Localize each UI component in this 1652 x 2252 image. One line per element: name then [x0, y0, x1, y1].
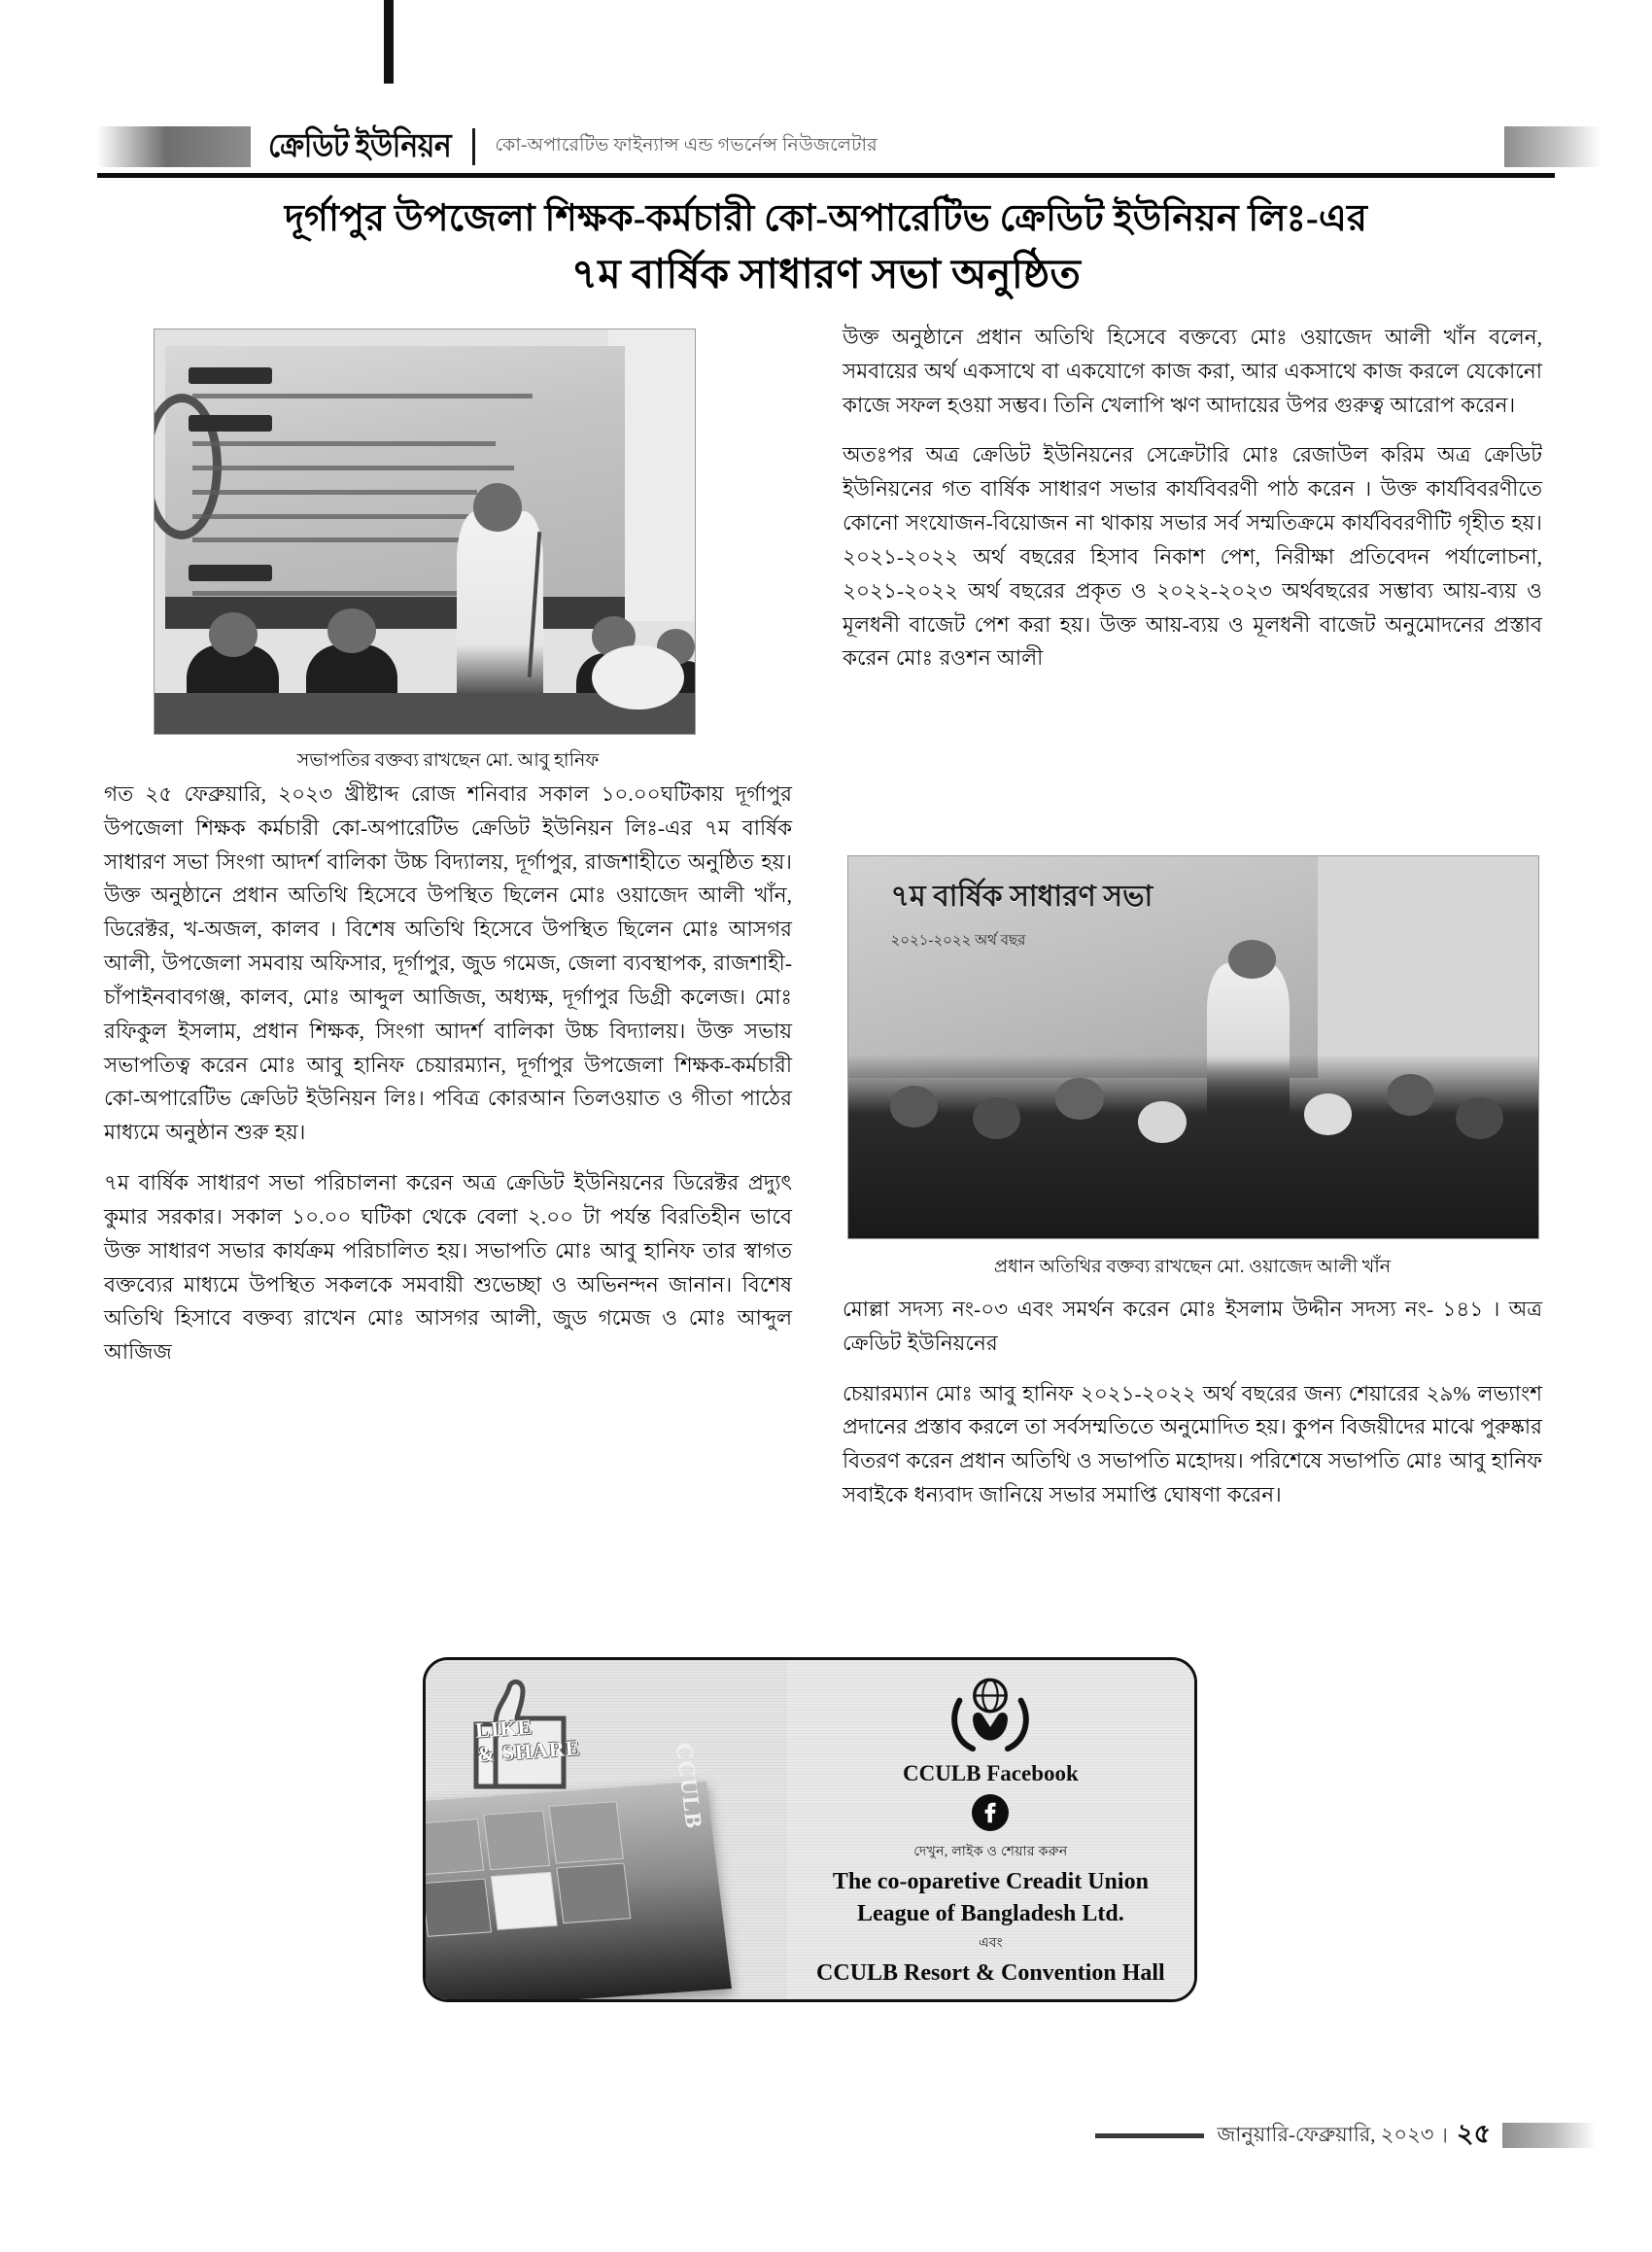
photo2-audience: [848, 1055, 1538, 1238]
left-column: [104, 778, 792, 1369]
right-column-top: [843, 321, 1542, 676]
headline-line-2: ৭ম বার্ষিক সাধারণ সভা অনুষ্ঠিত: [570, 253, 1082, 298]
photo2-audience-head-cap: [1304, 1093, 1353, 1135]
advertisement-box[interactable]: [423, 1657, 1197, 2002]
photo1-banner-line: [192, 466, 514, 470]
footer-separator: |: [1443, 2127, 1447, 2143]
screenshot-tile: [549, 1801, 624, 1863]
left-paragraph-2: ৭ম বার্ষিক সাধারণ সভা পরিচালনা করেন অত্র ক্রেডিট ইউনিয়নের ডিরেক্টর প্রদ্যুৎ কুমার সরকার। সকাল ১০.০০ ঘটিকা থেকে বেলা ২.০০ টা পর্যন্ত বিরতিহীন ভাবে উক্ত সাধারণ সভার কার্যক্রম পরিচালিত হয়। সভাপতি মোঃ আবু হানিফ তার স্বাগত বক্তব্যের মাধ্যমে উপস্থিত সকলকে সমবায়ী শুভেচ্ছা ও অভিনন্দন জানান। বিশেষ অতিথি হিসাবে বক্তব্য রাখেন মোঃ আসগর আলী, জুড গমেজ ও মোঃ আব্দুল আজিজ: [104, 1171, 792, 1365]
masthead-gradient-left: [97, 126, 251, 167]
right-paragraph-1: উক্ত অনুষ্ঠানে প্রধান অতিথি হিসেবে বক্তব্যে মোঃ ওয়াজেদ আলী খাঁন বলেন, সমবায়ের অর্থ একসাথে বা একযোগে কাজ করা, আর একসাথে কাজ করলে যেকোনো কাজে সফল হওয়া সম্ভব। তিনি খেলাপি ঋণ আদায়ের উপর গুরুত্ব আরোপ করেন।: [843, 326, 1542, 417]
photo-chairman-speaking: [154, 329, 696, 735]
photo1-flower-arrangement: [592, 645, 684, 710]
ad-facebook-label: CCULB Facebook: [902, 1761, 1079, 1785]
photo-chief-guest-speaking: [847, 855, 1539, 1239]
photo1-banner-line: [192, 441, 496, 446]
photo1-speaker-head: [473, 483, 522, 532]
footer-issue-date: জানুয়ারি-ফেব্রুয়ারি, ২০২৩: [1217, 2122, 1434, 2146]
photo2-audience-head: [890, 1086, 939, 1127]
left-paragraph-1: গত ২৫ ফেব্রুয়ারি, ২০২৩ খ্রীষ্টাব্দ রোজ শনিবার সকাল ১০.০০ঘটিকায় দূর্গাপুর উপজেলা শিক্ষক কর্মচারী কো-অপারেটিভ ক্রেডিট ইউনিয়ন লিঃ-এর ৭ম বার্ষিক সাধারণ সভা সিংগা আদর্শ বালিকা উচ্চ বিদ্যালয়, দূর্গাপুর, রাজশাহীতে অনুষ্ঠিত হয়। উক্ত অনুষ্ঠানে প্রধান অতিথি হিসেবে উপস্থিত ছিলেন মোঃ ওয়াজেদ আলী খাঁন, ডিরেক্টর, খ-অজল, কালব । বিশেষ অতিথি হিসেবে উপস্থিত ছিলেন মোঃ আসগর আলী, উপজেলা সমবায় অফিসার, দূর্গাপুর, জুড গমেজ, জেলা ব্যবস্থাপক, রাজশাহী-চাঁপাইনবাবগঞ্জ, কালব, মোঃ আব্দুল আজিজ, অধ্যক্ষ, দূর্গাপুর ডিগ্রী কলেজ। মোঃ রফিকুল ইসলাম, প্রধান শিক্ষক, সিংগা আদর্শ বালিকা উচ্চ বিদ্যালয়। উক্ত সভায় সভাপতিত্ব করেন মোঃ আবু হানিফ চেয়ারম্যান, দূর্গাপুর উপজেলা শিক্ষক-কর্মচারী কো-অপারেটিভ ক্রেডিট ইউনিয়ন লিঃ। পবিত্র কোরআন তিলওয়াত ও গীতা পাঠের মাধ্যমে অনুষ্ঠান শুরু হয়।: [104, 782, 792, 1145]
photo2-audience-head: [1055, 1078, 1104, 1120]
screenshot-brand-label: CCULB: [670, 1742, 706, 1830]
share-text: & SHARE: [476, 1735, 582, 1767]
footer-page-number: ২৫: [1456, 2118, 1491, 2148]
like-text: LIKE: [474, 1714, 533, 1743]
photo2-caption: প্রধান অতিথির বক্তব্য রাখছেন মো. ওয়াজেদ আলী খাঁন: [993, 1257, 1392, 1277]
ad-english-line-2: League of Bangladesh Ltd.: [857, 1901, 1124, 1927]
photo1-banner-tag-2: [189, 415, 272, 432]
screenshot-tile: [491, 1872, 558, 1930]
photo2-audience-head-cap: [1138, 1101, 1187, 1143]
right-paragraph-3: মোল্লা সদস্য নং-০৩ এবং সমর্থন করেন মোঃ ইসলাম উদ্দীন সদস্য নং- ১৪১ । অত্র ক্রেডিট ইউনিয়নের: [843, 1298, 1542, 1355]
photo1-banner-line: [192, 394, 533, 398]
photo1-seated-head: [209, 612, 258, 657]
masthead: [0, 117, 1652, 177]
photo2-speaker-head: [1228, 940, 1277, 978]
masthead-subtitle: কো-অপারেটিভ ফাইন্যান্স এন্ড গভর্নেন্স নিউজলেটার: [495, 135, 878, 156]
footer-gradient-bar: [1502, 2123, 1596, 2148]
right-paragraph-4: চেয়ারম্যান মোঃ আবু হানিফ ২০২১-২০২২ অর্থ বছরের জন্য শেয়ারের ২৯% লভ্যাংশ প্রদানের প্রস্তাব করলে তা সর্বসম্মতিতে অনুমোদিত হয়। কুপন বিজয়ীদের মাঝে পুরুষ্কার বিতরণ করেন প্রধান অতিথি ও সভাপতি মহোদয়। পরিশেষে সভাপতি মোঃ আবু হানিফ সবাইকে ধন্যবাদ জানিয়ে সভার সমাপ্তি ঘোষণা করেন।: [843, 1381, 1542, 1507]
facebook-icon[interactable]: [971, 1793, 1010, 1832]
article-headline: [97, 192, 1555, 305]
footer-rule: [1095, 2133, 1204, 2138]
ad-english-line-1: The co-oparetive Creadit Union: [832, 1869, 1149, 1894]
screenshot-tile: [426, 1879, 492, 1937]
photo2-audience-head: [1456, 1097, 1504, 1139]
photo1-banner-tag-3: [189, 565, 272, 581]
right-column-bottom: [843, 1293, 1542, 1512]
ad-image-panel: [426, 1660, 787, 1999]
photo2-banner-title: ৭ম বার্ষিক সাধারণ সভা: [890, 880, 1153, 913]
masthead-rule: [97, 173, 1555, 178]
photo2-audience-head: [973, 1097, 1021, 1139]
photo2-banner-year: ২০২১-২০২২ অর্থ বছর: [890, 933, 1026, 950]
masthead-logo: ক্রেডিট ইউনিয়ন: [268, 127, 452, 164]
like-share-badge: [474, 1711, 581, 1767]
ad-english-line-3: CCULB Resort & Convention Hall: [816, 1959, 1165, 1986]
masthead-divider: [472, 128, 475, 165]
screenshot-tile: [556, 1863, 631, 1923]
masthead-gradient-right: [1504, 126, 1601, 167]
right-paragraph-2: অতঃপর অত্র ক্রেডিট ইউনিয়নের সেক্রেটারি মোঃ রেজাউল করিম অত্র ক্রেডিট ইউনিয়নের গত বার্ষিক সাধারণ সভার কার্যবিবরণী পাঠ করেন । উক্ত কার্যবিবরণীতে কোনো সংযোজন-বিয়োজন না থাকায় সভার সর্ব সম্মতিক্রমে কার্যবিবরণীটি গৃহীত হয়। ২০২১-২০২২ অর্থ বছরের হিসাব নিকাশ পেশ, নিরীক্ষা প্রতিবেদন পর্যালোচনা, ২০২১-২০২২ অর্থ বছরের প্রকৃত ও ২০২২-২০২৩ অর্থবছরের সম্ভাব্য আয়-ব্যয় ও মূলধনী বাজেট পেশ করা হয়। উক্ত আয়-ব্যয় ও মূলধনী বাজেট অনুমোদনের প্রস্তাব করেন মোঃ রওশন আলী: [843, 443, 1542, 671]
photo1-banner-line: [192, 490, 477, 495]
ad-text-panel: [787, 1660, 1194, 1999]
ad-and-word: এবং: [979, 1935, 1003, 1951]
page-spine-bar: [384, 0, 394, 84]
photo2-caption-wrapper: [843, 1245, 1542, 1298]
screenshot-tile: [426, 1819, 484, 1875]
headline-line-1: দূর্গাপুর উপজেলা শিক্ষক-কর্মচারী কো-অপারেটিভ ক্রেডিট ইউনিয়ন লিঃ-এর: [284, 198, 1368, 239]
photo1-banner-tag-1: [189, 367, 272, 384]
page-footer: [0, 2114, 1652, 2157]
cculb-emblem-icon: [945, 1676, 1036, 1755]
ad-bangla-cta: দেখুন, লাইক ও শেয়ার করুন: [913, 1845, 1068, 1859]
photo1-caption: সভাপতির বক্তব্য রাখছেন মো. আবু হানিফ: [296, 750, 600, 771]
photo1-seated-head: [327, 608, 376, 653]
screenshot-tile: [483, 1810, 550, 1870]
photo1-event-banner: [165, 346, 625, 613]
